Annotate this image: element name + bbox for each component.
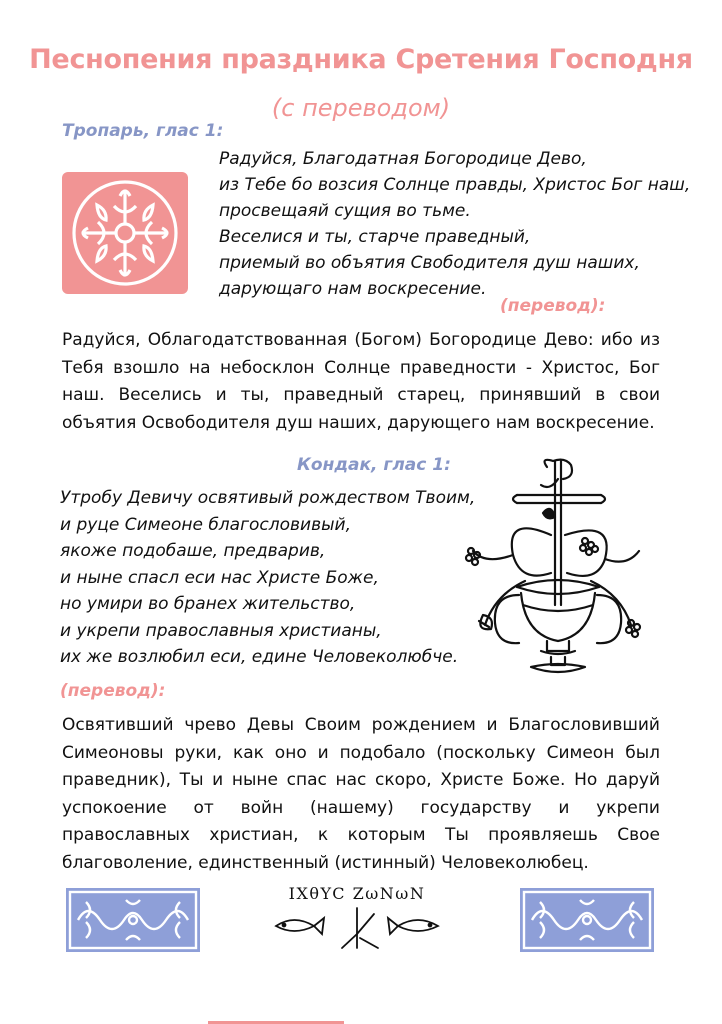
troparion-translation-label: (перевод): xyxy=(500,296,606,316)
page-title: Песнопения праздника Сретения Господня xyxy=(29,44,693,75)
kontakion-line: их же возлюбил еси, едине Человеколюбче. xyxy=(60,647,459,667)
troparion-line: из Тебе бо возсия Солнце правды, Христос Бог наш, xyxy=(219,175,691,195)
troparion-heading: Тропарь, глас 1: xyxy=(62,121,224,141)
kontakion-line: но умири во бранех жительство, xyxy=(60,594,356,614)
page-subtitle: (с переводом) xyxy=(271,94,451,122)
troparion-line: приемый во объятия Свободителя душ наших, xyxy=(219,253,640,273)
rosette-ornament-icon xyxy=(62,172,188,294)
kontakion-translation-label: (перевод): xyxy=(60,681,166,701)
troparion-line: Веселися и ты, старче праведный, xyxy=(219,227,531,247)
kontakion-translation: Освятивший чрево Девы Своим рождением и Благословивший Симеоновы руки, как оно и подобало (поскольку Симеон был праведник), Ты и ныне спас нас скоро, Христе Боже. Но даруй успокоение от войн (нашему) государству и укрепи православных христиан, к которым Ты проявляешь Свое благоволение, единственный (истинный) Человеколюбец. xyxy=(62,715,660,873)
troparion-line: просвещаяй сущия во тьме. xyxy=(219,201,471,221)
fish-emblem-icon xyxy=(262,884,452,954)
kontakion-line: и руце Симеоне благословивый, xyxy=(60,514,351,535)
kontakion-line: и ныне спасл еси нас Христе Боже, xyxy=(60,567,379,588)
emblem-text: IXθYC ZωNωN xyxy=(288,884,426,903)
ornament-tile-icon xyxy=(66,888,200,952)
troparion-translation: Радуйся, Облагодатствованная (Богом) Богородице Дево: ибо из Тебя взошло на небосклон Солнце праведности - Христос, Бог наш. Веселись и ты, праведный старец, принявший в свои объятия Освободителя душ наших, дарующего нам воскресение. xyxy=(62,330,660,433)
troparion-line: Радуйся, Благодатная Богородице Дево, xyxy=(219,149,587,169)
kontakion-verse xyxy=(60,485,475,671)
troparion-line: дарующаго нам воскресение. xyxy=(219,279,487,299)
kontakion-heading: Кондак, глас 1: xyxy=(297,455,451,475)
kontakion-line: Утробу Девичу освятивый рождеством Твоим, xyxy=(60,488,476,508)
troparion-verse xyxy=(219,146,690,302)
cross-chalice-icon xyxy=(455,455,655,685)
ornament-tile-icon xyxy=(520,888,654,952)
kontakion-line: и укрепи православныя христианы, xyxy=(60,620,382,641)
kontakion-line: якоже подобаше, предварив, xyxy=(60,541,326,561)
